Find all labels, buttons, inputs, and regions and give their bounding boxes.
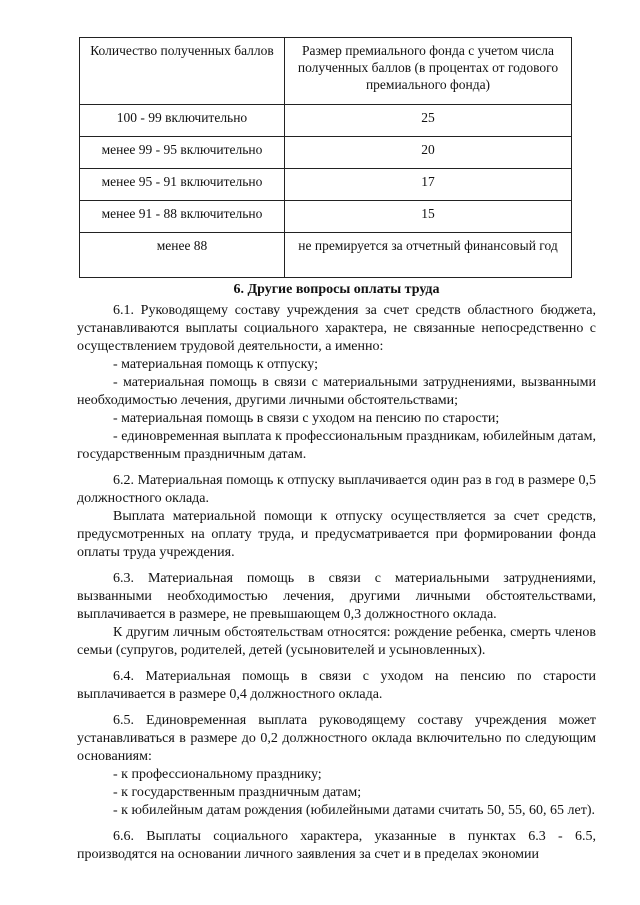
table-row xyxy=(80,105,572,137)
list-item: - к юбилейным датам рождения (юбилейными датами считать 50, 55, 60, 65 лет). xyxy=(113,803,596,818)
list-item: - материальная помощь в связи с уходом на пенсию по старости; xyxy=(113,411,500,426)
fund-percent: 20 xyxy=(285,137,572,169)
list-item: - материальная помощь к отпуску; xyxy=(113,357,318,372)
table-row xyxy=(80,233,572,278)
header-bonus-fund-size: Размер премиального фонда с учетом числа полученных баллов (в процентах от годового премиального фонда) xyxy=(285,38,572,105)
fund-percent: не премируется за отчетный финансовый год xyxy=(285,233,572,278)
bonus-points-table xyxy=(79,37,572,278)
points-range: менее 91 - 88 включительно xyxy=(80,201,285,233)
header-points: Количество полученных баллов xyxy=(80,38,285,105)
table-row xyxy=(80,201,572,233)
table-header-row xyxy=(80,38,572,105)
paragraph: Выплата материальной помощи к отпуску осуществляется за счет средств, предусмотренных на оплату труда, и предусматривается при формировании фонда оплаты труда учреждения. xyxy=(77,509,596,560)
list-item: - материальная помощь в связи с материальными затруднениями, вызванными необходимостью лечения, другими личными обстоятельствами; xyxy=(77,375,596,408)
list-item: - единовременная выплата к профессиональным праздникам, юбилейным датам, государственным праздничным датам. xyxy=(77,429,596,462)
table-row xyxy=(80,169,572,201)
paragraph: 6.4. Материальная помощь в связи с уходом на пенсию по старости выплачивается в размере 0,4 должностного оклада. xyxy=(77,669,596,702)
paragraph: 6.3. Материальная помощь в связи с материальными затруднениями, вызванными необходимостью лечения, другими личными обстоятельствами, выплачивается в размере, не превышающем 0,3 должностного оклада. xyxy=(77,571,596,622)
paragraph: К другим личным обстоятельствам относятся: рождение ребенка, смерть членов семьи (супругов, родителей, детей (усыновителей и усыновленных). xyxy=(77,625,596,658)
section-body xyxy=(77,281,596,864)
points-range: менее 99 - 95 включительно xyxy=(80,137,285,169)
paragraph: 6.6. Выплаты социального характера, указанные в пунктах 6.3 - 6.5, производятся на основании личного заявления за счет и в пределах экономии xyxy=(77,829,596,862)
paragraph: 6.2. Материальная помощь к отпуску выплачивается один раз в год в размере 0,5 должностного оклада. xyxy=(77,473,596,506)
list-item: - к профессиональному празднику; xyxy=(113,767,322,782)
fund-percent: 25 xyxy=(285,105,572,137)
points-range: менее 88 xyxy=(80,233,285,278)
table-row xyxy=(80,137,572,169)
fund-percent: 15 xyxy=(285,201,572,233)
points-range: менее 95 - 91 включительно xyxy=(80,169,285,201)
list-item: - к государственным праздничным датам; xyxy=(113,785,362,800)
paragraph: 6.1. Руководящему составу учреждения за счет средств областного бюджета, устанавливаются выплаты социального характера, не связанные непосредственно с осуществлением трудовой деятельности, а именно: xyxy=(77,303,596,354)
section-title: 6. Другие вопросы оплаты труда xyxy=(233,282,440,297)
fund-percent: 17 xyxy=(285,169,572,201)
paragraph: 6.5. Единовременная выплата руководящему составу учреждения может устанавливаться в размере до 0,2 должностного оклада включительно по следующим основаниям: xyxy=(77,713,596,764)
points-range: 100 - 99 включительно xyxy=(80,105,285,137)
